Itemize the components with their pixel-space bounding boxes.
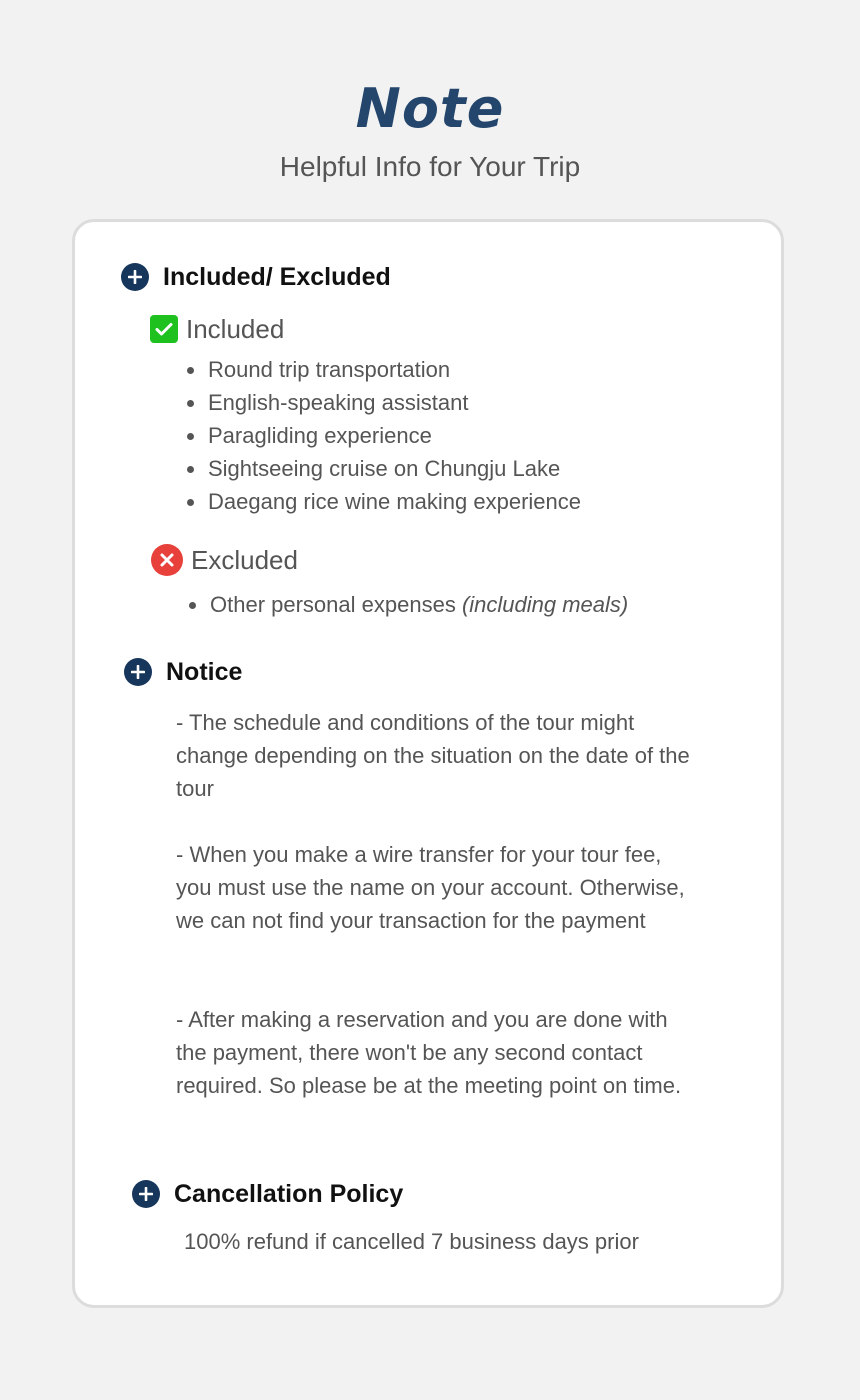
list-item: [188, 588, 628, 621]
page-title: Note: [355, 77, 505, 140]
notice-heading: Notice: [166, 658, 243, 686]
plus-circle-icon[interactable]: [132, 1180, 160, 1208]
list-item: Paragliding experience: [186, 419, 581, 452]
list-item: Sightseeing cruise on Chungju Lake: [186, 452, 581, 485]
notice-paragraph: - The schedule and conditions of the tour might change depending on the situation on the date of the tour: [176, 710, 690, 801]
info-card: [72, 219, 784, 1308]
notice-paragraph: - After making a reservation and you are done with the payment, there won't be any second contact required. So please be at the meeting point on time.: [176, 1007, 682, 1098]
included-subheader: [150, 313, 284, 345]
checkmark-icon: [150, 315, 178, 343]
included-excluded-header[interactable]: [121, 262, 391, 292]
page-subtitle: Helpful Info for Your Trip: [279, 151, 581, 182]
plus-circle-icon[interactable]: [124, 658, 152, 686]
included-list: [186, 353, 581, 518]
included-excluded-heading: Included/ Excluded: [163, 263, 391, 291]
list-item: English-speaking assistant: [186, 386, 581, 419]
cancellation-header[interactable]: [132, 1179, 403, 1209]
excluded-item-note: (including meals): [461, 592, 629, 617]
cancellation-heading: Cancellation Policy: [174, 1180, 404, 1208]
excluded-item-text: Other personal expenses: [210, 592, 462, 617]
list-item: Round trip transportation: [186, 353, 581, 386]
excluded-subheader: [151, 544, 298, 576]
cancellation-text: 100% refund if cancelled 7 business days prior: [184, 1229, 639, 1254]
excluded-label: Excluded: [191, 545, 298, 575]
list-item: Daegang rice wine making experience: [186, 485, 581, 518]
notice-header[interactable]: [124, 657, 242, 687]
excluded-list: [188, 588, 628, 621]
plus-circle-icon[interactable]: [121, 263, 149, 291]
close-circle-icon: [151, 544, 183, 576]
notice-paragraph: - When you make a wire transfer for your tour fee, you must use the name on your account. Otherwise, we can not find your transaction for the payment: [176, 842, 685, 933]
included-label: Included: [186, 314, 285, 344]
